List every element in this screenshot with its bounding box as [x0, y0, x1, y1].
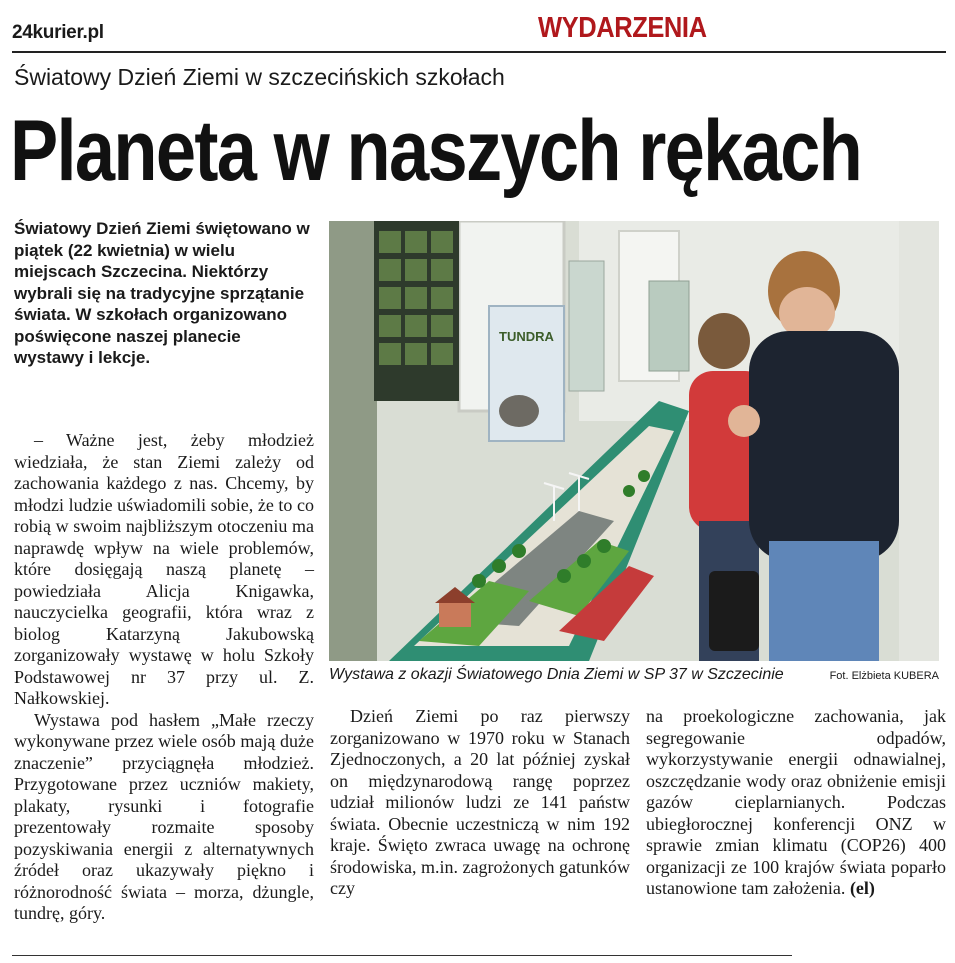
article-lead: Światowy Dzień Ziemi świętowano w piątek (22 kwietnia) w wielu miejscach Szczecina. Niektórzy wybrali się na tradycyjne sprzątanie świata. W szkołach organizowano poświęcone naszej planecie wystawy i lekcje.	[14, 219, 310, 367]
article-column-3	[646, 706, 946, 900]
site-name: 24kurier.pl	[12, 22, 104, 43]
photo-credit: Fot. Elżbieta KUBERA	[829, 670, 939, 682]
author-signature: (el)	[849, 878, 875, 898]
header-rule	[12, 51, 946, 53]
footer-rule	[12, 955, 792, 956]
article-headline: Planeta w naszych rękach	[10, 103, 862, 199]
article-column-1	[14, 430, 314, 925]
exhibition-photo-illustration	[329, 221, 939, 661]
paragraph-history: Dzień Ziemi po raz pierwszy zorganizowano w 1970 roku w Stanach Zjednoczonych, a 20 lat później zyskał on międzynarodową rangę poprzez udział milionów ludzi ze 141 państw świata. Obecnie uczestniczą w nim 192 kraje. Święto zwraca uwagę na ochronę środowiska, m.in. zagrożonych gatunków czy	[330, 706, 630, 898]
paragraph-exhibition: Wystawa pod hasłem „Małe rzeczy wykonywane przez wiele osób mają duże znaczenie” przyciągnęła młodzież. Przygotowane przez uczniów makiety, plakaty, rysunki i fotografie prezentowały rozmaite sposoby pozyskiwania energii z alternatywnych źródeł oraz ukazywały piękno i różnorodność świata – morza, dżungle, tundrę, góry.	[14, 709, 314, 923]
paragraph-continuation-text: na proekologiczne zachowania, jak segregowanie odpadów, wykorzystywanie energii odnawialnej, oszczędzanie wody oraz obniżenie emisji gazów cieplarnianych. Podczas ubiegłorocznej konferencji ONZ w sprawie zmian klimatu (COP26) 400 organizacji ze 100 krajów świata poparło ustanowione tam założenia.	[646, 706, 946, 898]
paragraph-quote: – Ważne jest, żeby młodzież wiedziała, że stan Ziemi zależy od zachowania każdego z nas. Chcemy, by młodzi ludzie uświadomili sobie, że to co robią w swoim najbliższym otoczeniu ma naprawdę wpływ na wiele problemów, które dosięgają naszą planetę – powiedziała Alicja Knigawka, nauczycielka geografii, która wraz z biolog Katarzyną Jakubowską zorganizowały wystawę w holu Szkoły Podstawowej nr 37 przy ul. Z. Nałkowskiej.	[14, 430, 314, 708]
photo-caption: Wystawa z okazji Światowego Dnia Ziemi w SP 37 w Szczecinie	[329, 666, 784, 683]
article-kicker: Światowy Dzień Ziemi w szczecińskich szkołach	[14, 64, 505, 90]
poster-label: TUNDRA	[499, 329, 554, 344]
article-column-2	[330, 706, 630, 900]
section-label: WYDARZENIA	[538, 12, 707, 44]
article-photo	[329, 221, 939, 661]
paragraph-continuation	[646, 706, 946, 900]
